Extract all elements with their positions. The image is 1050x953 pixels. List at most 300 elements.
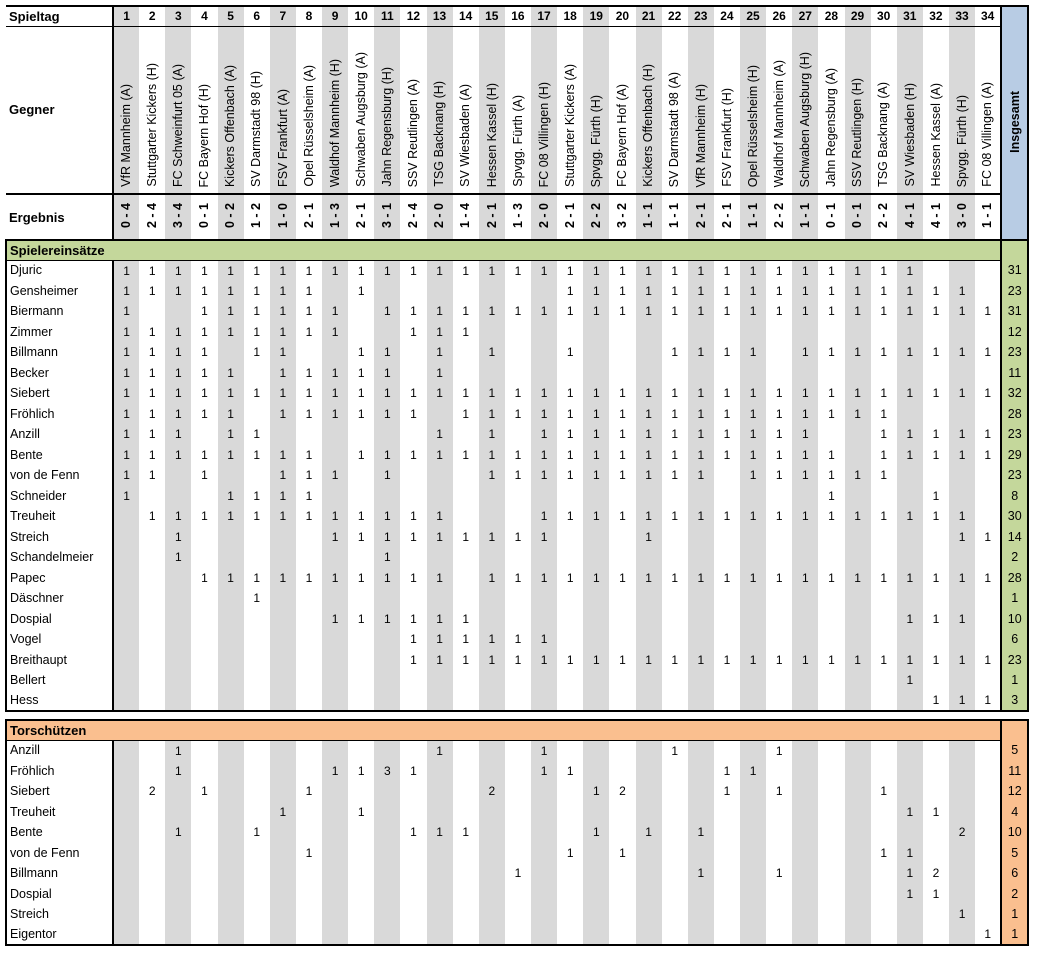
player-total: 23 [1001,465,1028,486]
stat-cell [453,925,479,946]
player-total: 31 [1001,301,1028,322]
result-score: 2 - 0 [536,203,551,229]
stat-cell: 1 [566,406,574,421]
stat-cell [845,629,871,650]
stat-cell [792,588,818,609]
stat-cell [322,884,348,905]
opponent-name: Kickers Offenbach (A) [223,64,238,187]
stat-cell: 1 [270,506,296,527]
stat-cell: 1 [619,652,626,667]
stat-cell [557,822,583,843]
stat-cell [505,506,531,527]
stat-cell: 1 [479,629,505,650]
stat-cell [766,527,792,548]
stat-cell [871,925,897,946]
stat-cell [139,527,165,548]
stat-cell [792,884,818,905]
result-label: Ergebnis [6,194,113,240]
stat-cell [139,761,165,782]
player-name: Fröhlich [6,404,113,425]
result-cell [531,194,557,240]
result-score: 1 - 1 [641,203,656,229]
stat-cell: 1 [897,445,923,466]
stat-cell [871,822,897,843]
stat-cell: 1 [583,781,609,802]
stat-cell [244,863,270,884]
stat-cell: 3 [374,761,400,782]
stat-cell: 1 [775,406,783,421]
stat-cell [113,761,139,782]
stat-cell [374,650,400,671]
player-total: 23 [1001,424,1028,445]
stat-cell: 1 [949,445,975,466]
stat-cell: 1 [514,406,522,421]
opponent-name: Schwaben Augsburg (H) [798,51,813,187]
stat-cell: 1 [723,784,731,799]
stat-cell: 1 [113,281,139,302]
stat-cell: 1 [374,404,400,425]
stat-cell: 1 [113,260,139,281]
stat-cell [688,322,714,343]
stat-cell: 1 [427,609,453,630]
stat-cell: 1 [723,509,731,524]
opponent-name: Stuttgarter Kickers (A) [562,64,577,187]
result-cell [296,194,322,240]
stat-cell [609,527,635,548]
stat-cell: 1 [932,386,940,401]
player-total: 23 [1001,650,1028,671]
stat-cell [609,740,635,761]
stat-cell [792,670,818,691]
stat-cell [139,547,165,568]
stat-cell [348,588,374,609]
stat-cell [583,863,609,884]
stat-cell [191,740,217,761]
stat-cell: 1 [305,509,313,524]
stat-cell: 1 [514,570,522,585]
stat-cell [557,802,583,823]
stat-cell: 1 [897,568,923,589]
player-name: Schandelmeier [6,547,113,568]
opponent-label: Gegner [6,26,113,194]
stat-cell: 1 [462,386,470,401]
stat-cell [400,740,426,761]
stat-cell [139,486,165,507]
stat-cell: 1 [148,468,156,483]
stat-cell [871,609,897,630]
player-total: 10 [1001,609,1028,630]
result-cell [191,194,217,240]
stat-cell [766,904,792,925]
stat-cell: 1 [201,406,208,421]
stat-cell: 1 [845,301,871,322]
stat-cell: 1 [828,570,835,585]
stat-cell: 1 [357,570,365,585]
result-cell [113,194,139,240]
stat-cell [845,527,871,548]
stat-cell [322,342,348,363]
stat-cell: 1 [880,845,888,860]
stat-cell [479,904,505,925]
stat-cell [191,925,217,946]
stat-cell: 1 [113,363,139,384]
stat-cell: 1 [531,465,557,486]
stat-cell [531,547,557,568]
stat-cell: 1 [897,843,923,864]
stat-cell [165,588,191,609]
stat-cell: 1 [462,324,470,339]
stat-cell [714,547,740,568]
stat-cell: 1 [932,509,940,524]
stat-cell [688,781,714,802]
stat-cell: 1 [949,342,975,363]
stat-cell: 1 [165,547,191,568]
stat-cell: 1 [636,527,662,548]
stat-cell: 1 [897,342,923,363]
stat-cell: 1 [201,468,208,483]
stat-cell: 1 [270,260,296,281]
stat-cell: 1 [218,260,244,281]
result-score: 0 - 1 [197,203,212,229]
stat-cell: 1 [775,263,783,278]
player-total: 31 [1001,260,1028,281]
result-score: 3 - 1 [380,203,395,229]
stat-cell: 1 [479,301,505,322]
stat-cell [270,527,296,548]
stat-cell [218,761,244,782]
stat-cell [792,843,818,864]
player-total: 10 [1001,822,1028,843]
stat-cell [636,740,662,761]
stat-cell [191,424,217,445]
stat-cell [871,670,897,691]
player-total: 1 [1001,904,1028,925]
stat-cell: 1 [775,570,783,585]
stat-cell: 1 [880,283,888,298]
stat-cell: 1 [828,386,835,401]
stat-cell: 1 [932,283,940,298]
opponent-name: VfR Mannheim (A) [119,84,134,187]
stat-cell [897,691,923,712]
stat-cell [374,822,400,843]
stat-cell [975,547,1001,568]
matchday-number: 27 [792,6,818,26]
stat-cell [662,925,688,946]
stat-cell [975,781,1001,802]
stat-cell: 1 [531,629,557,650]
stat-cell [949,802,975,823]
stat-cell [714,670,740,691]
stat-cell [479,670,505,691]
stat-cell: 1 [828,652,835,667]
stat-cell [923,781,949,802]
stat-cell: 1 [932,804,940,819]
stat-cell: 1 [775,652,783,667]
stat-cell [400,843,426,864]
stat-cell: 1 [374,568,400,589]
stat-cell: 1 [148,406,156,421]
stat-cell [348,547,374,568]
stat-cell [636,588,662,609]
matchday-number: 33 [949,6,975,26]
matchday-number: 24 [714,6,740,26]
stat-cell: 1 [723,763,731,778]
stat-cell [270,588,296,609]
stat-cell [479,691,505,712]
stat-cell: 1 [410,611,417,626]
stat-cell [348,650,374,671]
stat-cell: 1 [270,383,296,404]
opponent-cell [975,26,1001,194]
stat-cell [479,925,505,946]
stat-cell: 1 [531,424,557,445]
stat-cell [244,925,270,946]
stat-cell [714,486,740,507]
stat-cell: 1 [531,445,557,466]
stat-cell [218,691,244,712]
stat-cell [479,863,505,884]
matchday-number: 2 [139,6,165,26]
stats-sheet [5,5,1029,946]
stat-cell: 1 [427,322,453,343]
stat-cell: 1 [479,342,505,363]
stat-cell [427,781,453,802]
stat-cell: 1 [148,345,156,360]
stat-cell [923,404,949,425]
stat-cell [557,322,583,343]
stat-cell [244,547,270,568]
stat-cell [139,802,165,823]
stat-cell [871,863,897,884]
stat-cell [244,761,270,782]
stat-cell [244,404,270,425]
stat-cell: 1 [322,363,348,384]
stat-cell [662,322,688,343]
stat-cell [662,822,688,843]
stat-cell [845,670,871,691]
stat-cell [662,802,688,823]
stat-cell: 1 [984,529,992,544]
stat-cell: 1 [201,386,208,401]
stat-cell [374,843,400,864]
stat-cell [688,740,714,761]
stat-cell [845,802,871,823]
stat-cell: 1 [984,386,992,401]
result-cell [165,194,191,240]
stat-cell: 1 [671,743,679,758]
stat-cell [427,843,453,864]
result-score: 2 - 2 [876,203,891,229]
stat-cell: 1 [218,322,244,343]
stat-cell [244,527,270,548]
stat-cell: 1 [897,863,923,884]
stat-cell [714,527,740,548]
stat-cell [845,761,871,782]
player-name: Vogel [6,629,113,650]
stat-cell [270,843,296,864]
stat-cell: 1 [636,822,662,843]
stat-cell [505,822,531,843]
stat-cell [139,629,165,650]
result-cell [374,194,400,240]
stat-cell: 1 [897,506,923,527]
stat-cell: 1 [357,283,365,298]
stat-cell [845,925,871,946]
stat-cell [531,802,557,823]
opponent-name: Kickers Offenbach (H) [641,64,656,187]
stat-cell: 1 [270,281,296,302]
stat-cell [662,904,688,925]
result-cell [975,194,1001,240]
stat-cell [453,342,479,363]
stat-cell: 1 [740,424,766,445]
stat-cell: 1 [688,342,714,363]
stat-cell [766,884,792,905]
stat-cell: 1 [253,447,261,462]
stat-cell [975,322,1001,343]
stat-cell [688,588,714,609]
opponent-name: Jahn Regensburg (H) [380,67,395,187]
stat-cell [322,802,348,823]
stat-cell [531,822,557,843]
stat-cell [871,588,897,609]
result-cell [270,194,296,240]
stat-cell: 1 [923,691,949,712]
matchday-number: 10 [348,6,374,26]
stat-cell [244,691,270,712]
opponent-cell [766,26,792,194]
stat-cell: 1 [305,845,313,860]
opponent-name: Spvgg. Fürth (H) [589,94,604,187]
stat-cell: 1 [165,342,191,363]
player-total: 29 [1001,445,1028,466]
player-total: 6 [1001,629,1028,650]
stat-cell [897,588,923,609]
stat-cell [191,884,217,905]
stat-cell [740,527,766,548]
stat-cell: 1 [410,529,417,544]
stat-cell: 1 [897,301,923,322]
stat-cell [949,925,975,946]
result-score: 2 - 1 [353,203,368,229]
stat-cell [897,925,923,946]
player-name: Bente [6,445,113,466]
stat-cell [583,691,609,712]
stat-cell: 1 [148,509,156,524]
stat-cell: 1 [880,509,888,524]
stat-cell [113,863,139,884]
stat-cell: 1 [165,404,191,425]
result-cell [505,194,531,240]
opponent-cell [322,26,348,194]
stat-cell: 1 [270,322,296,343]
stat-cell [191,629,217,650]
stat-cell: 1 [514,263,522,278]
stat-cell [139,740,165,761]
stat-cell [923,761,949,782]
stat-cell [453,281,479,302]
opponent-cell [244,26,270,194]
stat-cell: 1 [880,386,888,401]
stat-cell [531,781,557,802]
opponent-cell [557,26,583,194]
stat-cell [609,588,635,609]
stat-cell [636,322,662,343]
stat-cell: 1 [671,468,679,483]
stat-cell: 1 [514,468,522,483]
stat-cell: 1 [113,322,139,343]
stat-cell [505,670,531,691]
opponent-name: FC 08 Villingen (A) [980,82,995,187]
stat-cell [244,650,270,671]
stat-cell [400,281,426,302]
result-score: 1 - 3 [510,203,525,229]
stat-cell: 1 [636,260,662,281]
stat-cell: 1 [636,424,662,445]
stat-cell: 1 [740,568,766,589]
stat-cell [766,691,792,712]
opponent-name: SSV Reutlingen (H) [850,77,865,187]
stat-cell [322,925,348,946]
stat-cell [218,670,244,691]
stat-cell [296,547,322,568]
opponent-name: Waldhof Mannheim (H) [327,58,342,187]
stat-cell: 1 [619,304,626,319]
player-total: 30 [1001,506,1028,527]
stat-cell: 1 [636,650,662,671]
stat-cell [322,691,348,712]
stat-cell: 1 [671,304,679,319]
stat-cell [740,863,766,884]
stat-cell: 1 [984,304,992,319]
stat-cell: 1 [984,427,992,442]
player-name: Hess [6,691,113,712]
stat-cell [479,761,505,782]
result-score: 4 - 1 [928,203,943,229]
result-cell [609,194,635,240]
stat-cell: 1 [775,784,783,799]
stat-cell: 1 [880,345,888,360]
stat-cell: 1 [792,568,818,589]
stat-cell [453,740,479,761]
stat-cell [139,588,165,609]
result-cell [557,194,583,240]
season-table [5,5,1029,946]
stat-cell [583,588,609,609]
stat-cell: 1 [949,301,975,322]
stat-cell [479,802,505,823]
stat-cell [975,670,1001,691]
stat-cell [688,884,714,905]
matchday-number: 29 [845,6,871,26]
stat-cell [662,670,688,691]
opponent-cell [531,26,557,194]
stat-cell [453,424,479,445]
stat-cell: 1 [253,509,261,524]
stat-cell [766,802,792,823]
stat-cell: 1 [357,386,365,401]
stat-cell: 1 [671,283,679,298]
stat-cell [557,363,583,384]
stat-cell [218,740,244,761]
stat-cell [427,670,453,691]
result-cell [400,194,426,240]
result-score: 2 - 4 [144,203,159,229]
stat-cell [479,281,505,302]
stat-cell: 1 [218,404,244,425]
stat-cell: 1 [671,263,679,278]
stat-cell [975,404,1001,425]
